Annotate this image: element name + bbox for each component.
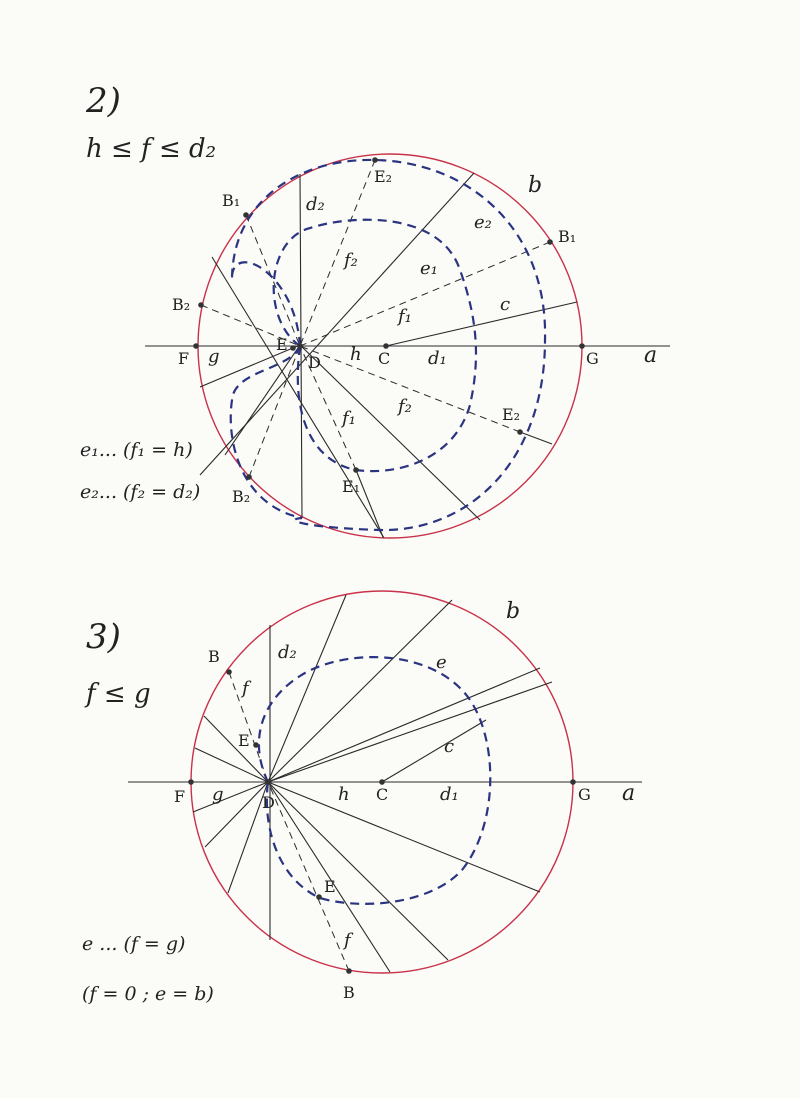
chord-6 bbox=[300, 345, 480, 520]
note-e: e ... (f = g) bbox=[82, 933, 186, 955]
point-c bbox=[379, 779, 385, 785]
label-b2-bottom: B₂ bbox=[232, 487, 251, 506]
label-e1-bottom: E₁ bbox=[342, 477, 361, 496]
point-b2-left bbox=[198, 302, 204, 308]
chord-2 bbox=[200, 173, 474, 475]
note-e1: e₁... (f₁ = h) bbox=[80, 439, 193, 461]
point-b2-bottom bbox=[246, 474, 252, 480]
label-g: G bbox=[578, 785, 591, 804]
label-f1-mid: f₁ bbox=[398, 306, 412, 327]
label-d: D bbox=[262, 793, 275, 812]
label-e2-top: E₂ bbox=[374, 167, 393, 186]
label-g: G bbox=[586, 349, 599, 368]
label-f: F bbox=[174, 787, 186, 806]
point-d bbox=[265, 779, 271, 785]
point-e-top bbox=[253, 742, 259, 748]
label-c-point: C bbox=[378, 349, 391, 368]
label-h: h bbox=[350, 344, 362, 365]
locus-e bbox=[259, 657, 490, 904]
point-b-bottom bbox=[346, 968, 352, 974]
points bbox=[188, 669, 576, 974]
label-h: h bbox=[338, 784, 350, 805]
label-b-top: B bbox=[208, 647, 220, 666]
chord-5 bbox=[225, 345, 300, 455]
label-b1-top: B₁ bbox=[222, 191, 241, 210]
label-a: a bbox=[622, 781, 636, 806]
label-f: F bbox=[178, 349, 190, 368]
figure-2-condition: h ≤ f ≤ d₂ bbox=[86, 134, 217, 164]
label-e2-right: E₂ bbox=[502, 405, 521, 424]
point-c bbox=[383, 343, 389, 349]
radius-c bbox=[386, 302, 577, 346]
label-g-segment: g bbox=[212, 784, 224, 805]
label-e2-locus: e₂ bbox=[474, 212, 492, 233]
point-g bbox=[570, 779, 576, 785]
label-c-point: C bbox=[376, 785, 389, 804]
label-f2-top: f₂ bbox=[344, 250, 358, 271]
chord-e bbox=[268, 782, 540, 892]
figure-2 bbox=[80, 81, 670, 538]
label-e-locus: e bbox=[436, 652, 447, 673]
point-e2-top bbox=[372, 157, 378, 163]
label-b2-left: B₂ bbox=[172, 295, 191, 314]
label-e-top: E bbox=[238, 731, 250, 750]
point-d bbox=[297, 343, 303, 349]
point-b-top bbox=[226, 669, 232, 675]
figure-3-condition: f ≤ g bbox=[86, 679, 151, 709]
point-b1-top bbox=[243, 212, 249, 218]
label-b: b bbox=[528, 173, 543, 198]
point-b1-right bbox=[547, 239, 553, 245]
label-d2: d₂ bbox=[306, 194, 325, 215]
point-f bbox=[188, 779, 194, 785]
label-d: D bbox=[308, 353, 321, 372]
dash-e2-right bbox=[300, 346, 520, 432]
note-f-zero: (f = 0 ; e = b) bbox=[82, 983, 214, 1005]
chord-b bbox=[268, 600, 455, 782]
point-g bbox=[579, 343, 585, 349]
figure-3 bbox=[82, 591, 642, 1005]
note-e2: e₂... (f₂ = d₂) bbox=[80, 481, 201, 503]
point-e bbox=[290, 345, 296, 351]
chord-j bbox=[193, 782, 268, 812]
radius-c bbox=[382, 720, 486, 782]
label-b1-right: B₁ bbox=[558, 227, 577, 246]
label-f2-low: f₂ bbox=[398, 396, 412, 417]
label-c-radius: c bbox=[444, 736, 455, 757]
dash-e2-top bbox=[300, 160, 375, 346]
label-e-bottom: E bbox=[324, 877, 336, 896]
figure-2-number: 2) bbox=[86, 81, 121, 121]
label-f-top: f bbox=[242, 678, 249, 699]
lines-through-d bbox=[193, 595, 552, 972]
dashed-lines bbox=[201, 160, 550, 477]
label-c-radius: c bbox=[500, 294, 511, 315]
dashed-lines bbox=[229, 672, 349, 971]
label-b-bottom: B bbox=[343, 983, 355, 1002]
chord-d bbox=[268, 682, 552, 782]
label-f-bottom: f bbox=[344, 930, 351, 951]
point-e1-bottom bbox=[353, 467, 359, 473]
point-e-bottom bbox=[316, 894, 322, 900]
chord-f bbox=[268, 782, 448, 960]
point-f bbox=[193, 343, 199, 349]
figure-2-labels bbox=[172, 167, 657, 506]
chord-k bbox=[195, 748, 268, 782]
label-e1-locus: e₁ bbox=[420, 258, 438, 279]
label-a: a bbox=[644, 343, 658, 368]
locus-e1 bbox=[274, 220, 476, 471]
label-d1: d₁ bbox=[440, 784, 459, 805]
point-e2-right bbox=[517, 429, 523, 435]
label-d2: d₂ bbox=[278, 642, 297, 663]
label-b: b bbox=[506, 599, 521, 624]
label-e: E bbox=[276, 335, 288, 354]
label-f1-low: f₁ bbox=[342, 408, 356, 429]
figure-3-number: 3) bbox=[86, 617, 121, 657]
label-d1: d₁ bbox=[428, 348, 447, 369]
label-g-segment: g bbox=[208, 346, 220, 367]
